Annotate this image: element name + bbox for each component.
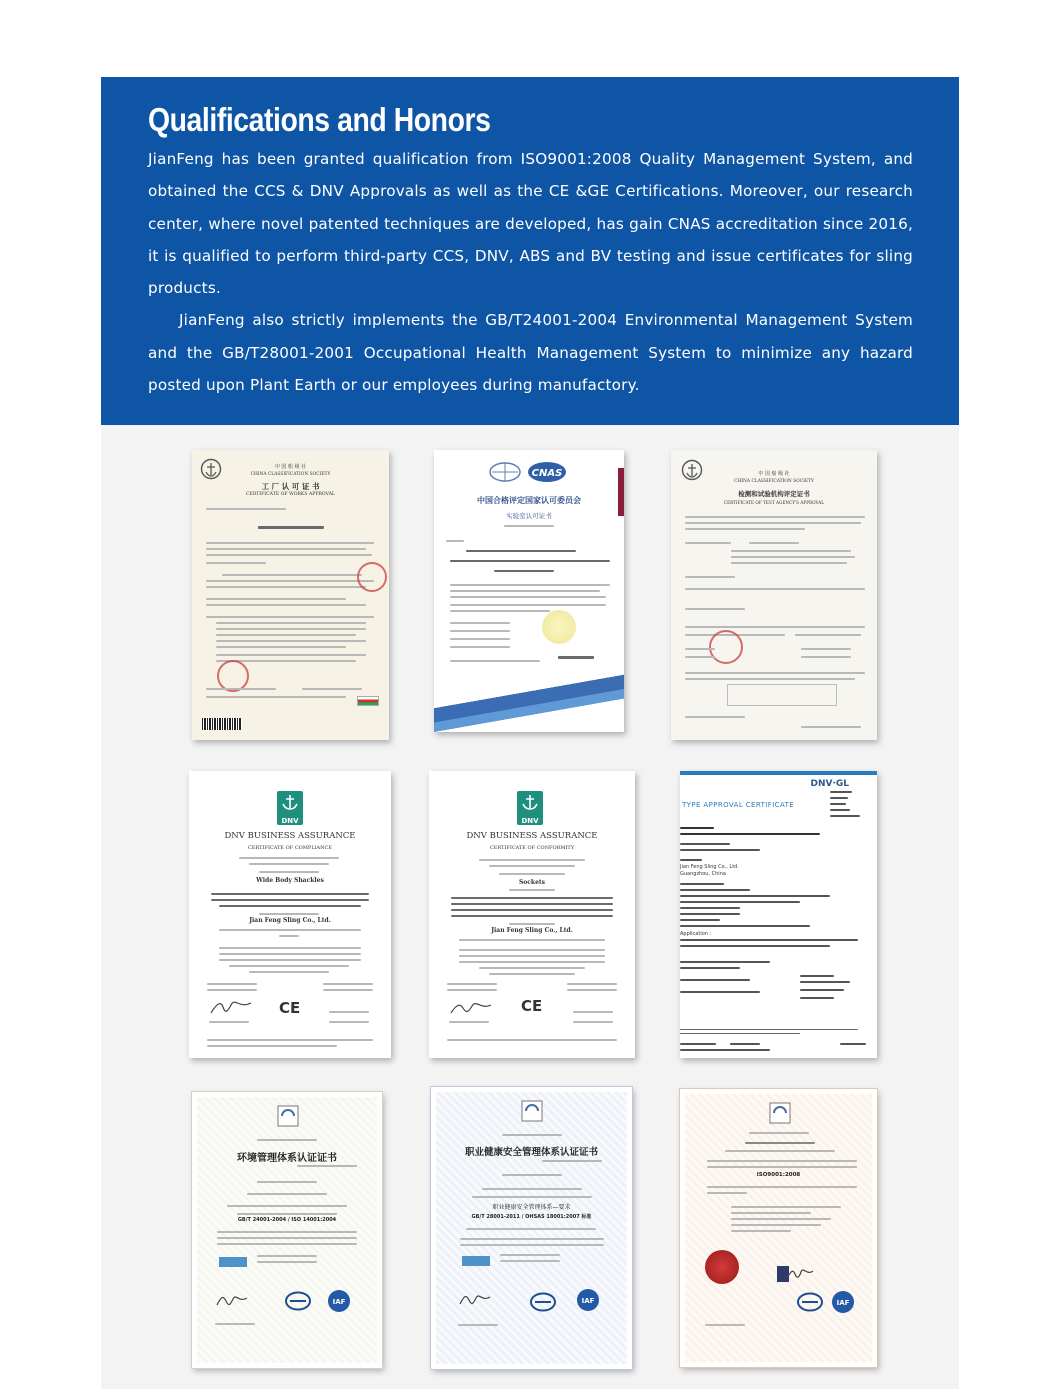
dnv-logo-icon <box>277 791 303 825</box>
ce-mark: CE <box>521 997 543 1015</box>
intro-paragraph: JianFeng has been granted qualification from ISO9001:2008 Quality Management System, and obtained the CCS & DNV Approvals as well as the CE &GE Certifications. Moreover, our research center, where novel patented techniques are developed, has gain CNAS accreditation since 2016, it is qualified to perform third-party CCS, DNV, ABS and BV testing and issue certificates for sling products. <box>148 150 913 298</box>
dnv-logo-icon <box>517 791 543 825</box>
certificate-gallery <box>101 425 959 1389</box>
cqc-logo-icon <box>277 1105 299 1127</box>
dnvgl-logo: DNV·GL <box>810 779 849 789</box>
management-paragraph: JianFeng also strictly implements the GB/T24001-2004 Environmental Management System and the GB/T28001-2001 Occupational Health Management System to minimize any hazard posted upon Plant Earth or our employees during manufactory. <box>148 311 913 395</box>
dnv-logo-text: DNV <box>281 817 299 825</box>
cert-title-cn: 职业健康安全管理体系认证证书 <box>464 1147 598 1158</box>
cert-standard: ISO9001:2008 <box>756 1172 801 1178</box>
cnas-laboratory-certificate[interactable] <box>434 450 624 732</box>
svg-text:IAF: IAF <box>332 1298 346 1306</box>
signature-icon <box>449 999 493 1019</box>
ilac-logo-icon <box>488 461 522 483</box>
iso9001-quality-certificate[interactable] <box>680 1089 877 1367</box>
cqc-logo-icon <box>521 1100 543 1122</box>
iaf-logo-icon <box>576 1288 600 1312</box>
cert-issuer-en: CHINA CLASSIFICATION SOCIETY <box>250 472 331 477</box>
cert-issuer: DNV BUSINESS ASSURANCE <box>224 831 356 841</box>
cnca-logo-icon <box>797 1292 823 1312</box>
dnv-logo-text: DNV <box>521 817 539 825</box>
environmental-management-certificate[interactable] <box>192 1092 382 1368</box>
flag-badge-icon <box>357 696 379 706</box>
signature-icon <box>458 1290 492 1310</box>
cert-issuer-en: CHINA CLASSIFICATION SOCIETY <box>734 479 814 484</box>
signature-icon <box>215 1291 249 1311</box>
cert-product: Sockets <box>518 879 546 886</box>
ccs-works-approval-certificate[interactable] <box>192 450 389 740</box>
hologram-strip-icon <box>219 1257 247 1267</box>
ccs-test-agency-certificate[interactable] <box>671 450 877 740</box>
cqc-logo-icon <box>769 1102 791 1124</box>
cert-product: Wide Body Shackles <box>256 877 324 884</box>
anchor-icon <box>277 791 303 813</box>
cert-title-en: CERTIFICATE OF WORKS APPROVAL <box>245 492 335 497</box>
dnvgl-type-approval-certificate[interactable] <box>680 771 877 1058</box>
cert-title-en: CERTIFICATE OF TEST AGENCY'S APPROVAL <box>723 500 825 505</box>
cert-company: Jian Feng Sling Co., Ltd. <box>680 864 739 870</box>
cert-company: Jian Feng Sling Co., Ltd. <box>249 917 331 924</box>
hologram-strip-icon <box>462 1256 490 1266</box>
red-wax-seal-icon <box>705 1250 739 1284</box>
anchor-emblem-icon <box>200 458 222 482</box>
approval-table <box>727 684 837 706</box>
cert-issuer-cn: 中国合格评定国家认可委员会 <box>477 496 581 505</box>
cnca-logo-icon <box>530 1292 556 1312</box>
cnas-logo-icon <box>526 460 568 484</box>
cert-title: TYPE APPROVAL CERTIFICATE <box>682 801 795 809</box>
red-seal-icon <box>709 630 743 664</box>
red-seal-icon <box>357 562 387 592</box>
hologram-seal-icon <box>542 610 576 644</box>
corner-ribbon <box>618 468 624 516</box>
cert-title-cn: 实验室认可证书 <box>506 512 552 520</box>
iaf-logo-icon <box>327 1289 351 1313</box>
cert-standard: GB/T 28001-2011 / OHSAS 18001:2007 标准 <box>471 1214 592 1220</box>
svg-text:CNAS: CNAS <box>531 468 563 479</box>
signature-icon <box>785 1266 815 1284</box>
qualifications-banner <box>101 77 959 425</box>
cert-company: Jian Feng Sling Co., Ltd. <box>491 927 573 934</box>
cert-standard: GB/T 24001-2004 / ISO 14001:2004 <box>237 1217 337 1223</box>
cert-title-cn: 检测和试验机构评定证书 <box>738 490 810 498</box>
barcode-icon <box>202 718 242 730</box>
cert-title: CERTIFICATE OF COMPLIANCE <box>248 845 332 851</box>
signature-icon <box>209 997 253 1017</box>
cert-system-cn: 职业健康安全管理体系—要求 <box>492 1204 571 1211</box>
blue-wave-decoration <box>434 670 624 732</box>
cert-issuer-cn: 中 国 船 级 社 <box>274 464 307 470</box>
top-bar <box>680 771 877 775</box>
svg-text:IAF: IAF <box>836 1299 850 1307</box>
dnv-conformity-certificate[interactable] <box>429 771 635 1058</box>
cert-application: Application : <box>680 931 712 937</box>
cert-issuer: DNV BUSINESS ASSURANCE <box>466 831 598 841</box>
cert-title: CERTIFICATE OF CONFORMITY <box>489 845 575 851</box>
cert-title-cn: 工 厂 认 可 证 书 <box>261 482 320 491</box>
occupational-health-certificate[interactable] <box>431 1087 632 1369</box>
ce-mark: CE <box>279 999 301 1017</box>
svg-text:IAF: IAF <box>581 1297 595 1305</box>
cert-title-cn: 环境管理体系认证证书 <box>237 1153 337 1164</box>
iaf-logo-icon <box>831 1290 855 1314</box>
cert-location: Guangzhou, China <box>680 871 726 877</box>
dnv-compliance-certificate[interactable] <box>189 771 391 1058</box>
page-title: Qualifications and Honors <box>148 101 491 138</box>
cnca-logo-icon <box>285 1291 311 1311</box>
cert-issuer-cn: 中 国 船 级 社 <box>758 471 790 477</box>
anchor-icon <box>517 791 543 813</box>
